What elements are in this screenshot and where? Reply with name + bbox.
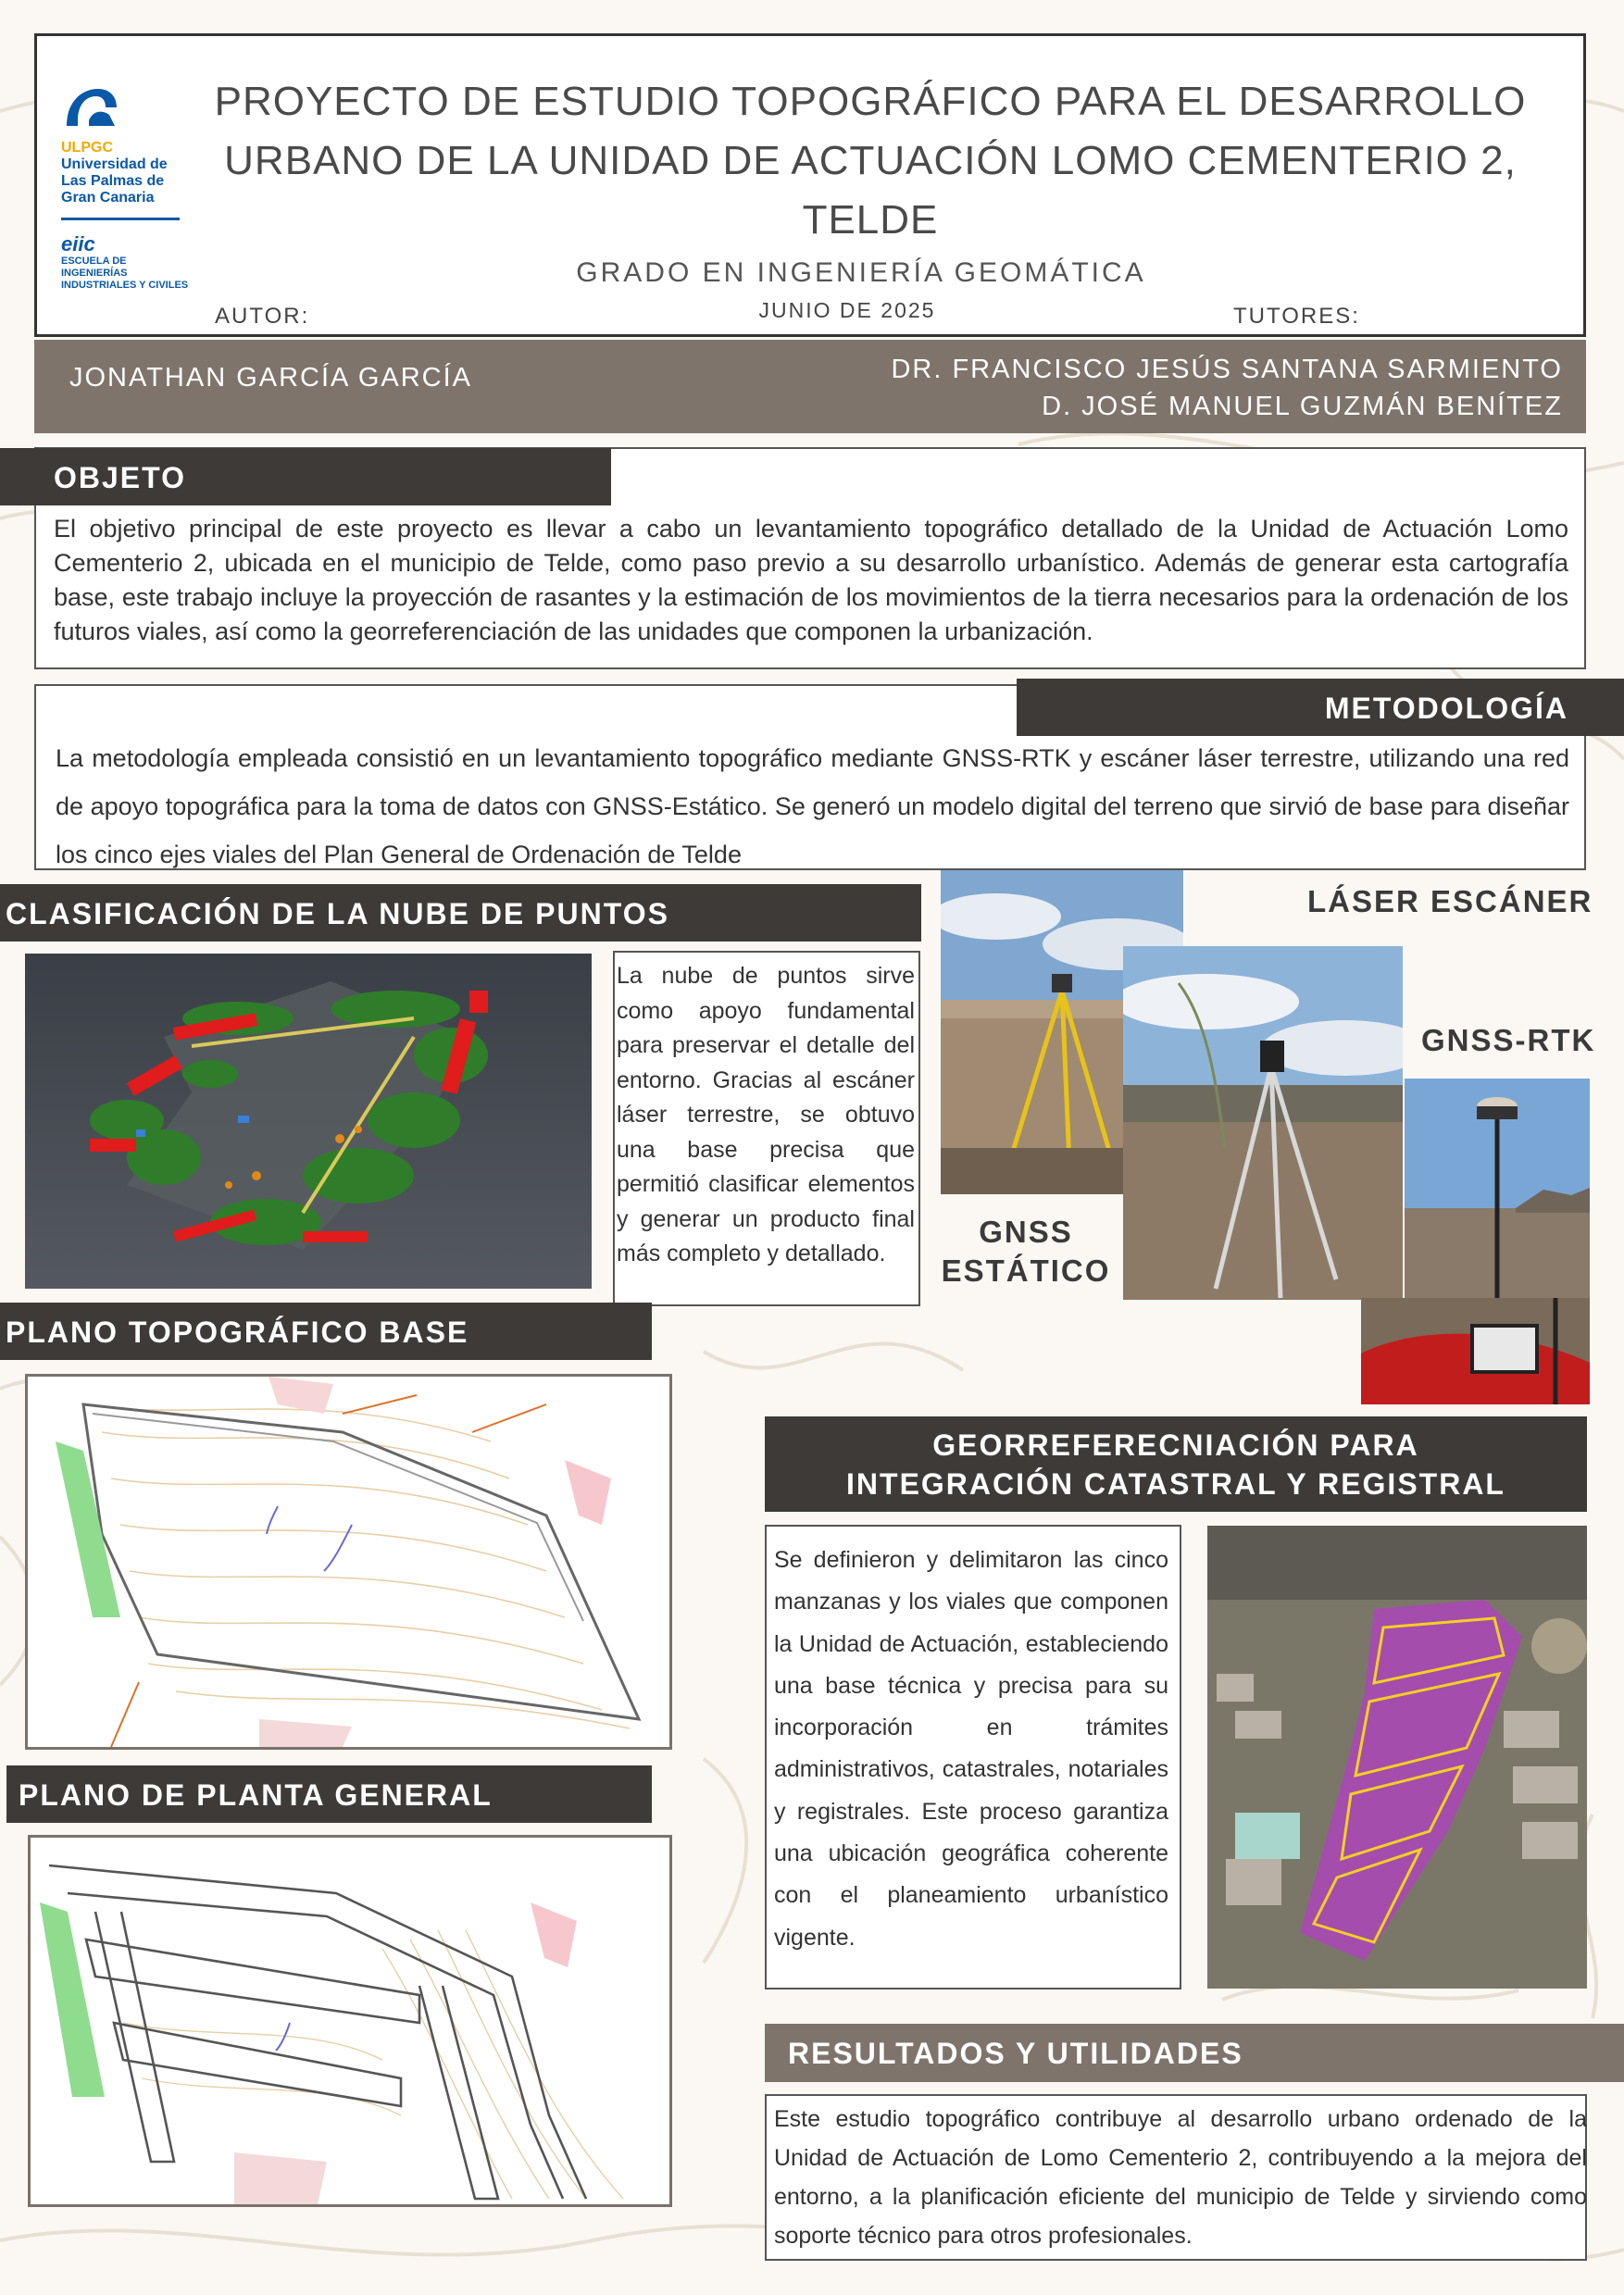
- georef-text: Se definieron y delimitaron las cinco manzanas y los viales que componen la Unidad de Actuación, estableciendo una base técnica y precisa para su incorporación en trámites administrativos, catastrales, notariales y registrales. Este proceso garantiza una ubicación geográfica coherente con el planeamiento urbanístico vigente.: [774, 1547, 1168, 1951]
- tutors-label: TUTORES:: [1233, 304, 1360, 329]
- georef-aerial-image: [1207, 1526, 1587, 1989]
- laser-scanner-label: LÁSER ESCÁNER: [1307, 884, 1593, 918]
- logo-eiic-text: eiic: [61, 232, 95, 256]
- degree-name: GRADO EN INGENIERÍA GEOMÁTICA: [576, 257, 1146, 288]
- logo-university-line3: Gran Canaria: [61, 190, 155, 206]
- author-name: JONATHAN GARCÍA GARCÍA: [69, 363, 473, 393]
- gnss-static-label: [933, 1213, 1118, 1291]
- logo-school-line2: INDUSTRIALES Y CIVILES: [61, 280, 189, 291]
- metodologia-text: La metodología empleada consistió en un levantamiento topográfico mediante GNSS-RTK y escáner láser terrestre, utilizando una red de apoyo topográfica para la toma de datos con GNSS-Estático. Se generó un modelo digital del terreno que sirvió de base para diseñar los cinco ejes viales del Plan General de Ordenación de Telde: [56, 744, 1569, 868]
- logo-university-line1: Universidad de: [61, 156, 168, 172]
- point-cloud-image: [25, 954, 592, 1289]
- resultados-text: Este estudio topográfico contribuye al desarrollo urbano ordenado de la Unidad de Actuación de Lomo Cementerio 2, contribuyendo a la mejora del entorno, a la planificación eficiente del municipio de Telde y sirviendo como soporte técnico para otros profesionales.: [774, 2106, 1587, 2249]
- ulpgc-mark-icon: [61, 83, 120, 135]
- general-plan-map: [28, 1835, 672, 2207]
- georef-heading: [765, 1416, 1587, 1512]
- gnss-rtk-controller-photo: [1361, 1298, 1590, 1404]
- tutor-1: DR. FRANCISCO JESÚS SANTANA SARMIENTO: [891, 355, 1563, 384]
- author-label: AUTOR:: [215, 304, 310, 329]
- nube-heading: CLASIFICACIÓN DE LA NUBE DE PUNTOS: [0, 884, 921, 942]
- gnss-static-label-line1: GNSS: [979, 1215, 1073, 1249]
- gnss-static-label-line2: ESTÁTICO: [941, 1254, 1111, 1288]
- nube-text: La nube de puntos sirve como apoyo fundamental para preservar el detalle del entorno. Gracias al escáner láser terrestre, se obtuvo una base precisa que permitió clasificar elementos y generar un producto final más completo y detallado.: [617, 963, 915, 1266]
- laser-scanner-photo: [1123, 946, 1403, 1300]
- logo-ulpgc-text: ULPGC: [61, 140, 113, 156]
- project-date: JUNIO DE 2025: [758, 298, 936, 322]
- tutor-2: D. JOSÉ MANUEL GUZMÁN BENÍTEZ: [1042, 392, 1563, 421]
- objeto-heading: OBJETO: [0, 448, 611, 505]
- ulpgc-logo: [61, 83, 191, 292]
- logo-university-line2: Las Palmas de: [61, 173, 165, 189]
- topographic-base-map: [25, 1374, 672, 1750]
- gnss-rtk-label: GNSS-RTK: [1421, 1023, 1596, 1057]
- georef-heading-line1: GEORREFERECNIACIÓN PARA: [932, 1428, 1419, 1462]
- logo-divider: [61, 218, 180, 220]
- plano-planta-heading: PLANO DE PLANTA GENERAL: [6, 1765, 652, 1823]
- metodologia-heading: METODOLOGÍA: [1017, 679, 1624, 736]
- plano-base-heading: PLANO TOPOGRÁFICO BASE: [0, 1303, 652, 1360]
- gnss-rtk-photo: [1405, 1079, 1590, 1298]
- georef-heading-line2: INTEGRACIÓN CATASTRAL Y REGISTRAL: [846, 1467, 1505, 1501]
- objeto-text: El objetivo principal de este proyecto es llevar a cabo un levantamiento topográfico detallado de la Unidad de Actuación Lomo Cementerio 2, ubicada en el municipio de Telde, como paso previo a su desarrollo urbanístico. Además de generar esta cartografía base, este trabajo incluye la proyección de rasantes y la estimación de los movimientos de la tierra necesarios para la ordenación de los futuros viales, así como la georreferenciación de las unidades que componen la urbanización.: [54, 515, 1568, 645]
- poster-title: PROYECTO DE ESTUDIO TOPOGRÁFICO PARA EL DESARROLLO URBANO DE LA UNIDAD DE ACTUACIÓN LOMO CEMENTERIO 2, TELDE: [214, 79, 1527, 243]
- logo-school-line1: ESCUELA DE INGENIERÍAS: [61, 256, 128, 279]
- resultados-heading: RESULTADOS Y UTILIDADES: [765, 2024, 1624, 2082]
